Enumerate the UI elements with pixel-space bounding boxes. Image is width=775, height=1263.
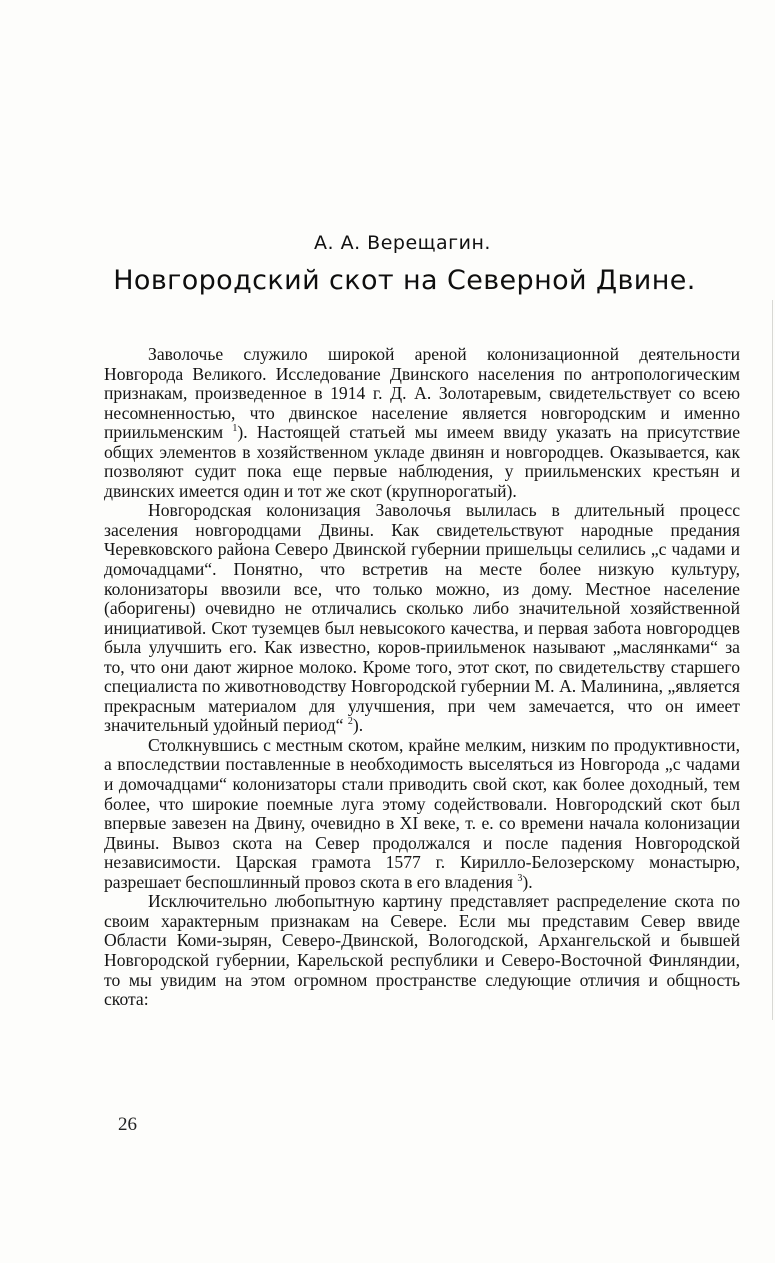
footnote-marker: 1 <box>232 423 238 435</box>
article-author: А. А. Верещагин. <box>314 232 491 254</box>
paragraph-3 <box>104 736 740 892</box>
paragraph-text-tail: ). <box>522 871 533 892</box>
paragraph-text: Новгородская колонизация Заволочья вылилась в длительный процесс заселения новгородцами Двины. Как свидетельствуют народные предания Черевковского района Северо Двинской губернии пришельцы селились „с чадами и домочадцами“. Понятно, что встретив на месте более низкую культуру, колонизаторы ввозили все, что только можно, из дому. Местное население (аборигены) очевидно не отличались сколько либо значительной хозяйственной инициативой. Скот туземцев был невысокого качества, и первая забота новгородцев была улучшить его. Как известно, коров-приильменок называют „маслянками“ за то, что они дают жирное молоко. Кроме того, этот скот, по свидетельству старшего специалиста по животноводству Новгородской губернии М. А. Малинина, „является прекрасным материалом для улучшения, при чем замечается, что он имеет значительный удойный период“ <box>104 500 740 736</box>
paragraph-text-tail: ). Настоящей статьей мы имеем ввиду указать на присутствие общих элементов в хозяйственном укладе двинян и новгородцев. Оказывается, как позволяют судит пока еще первые наблюдения, у приильменских крестьян и двинских имеется один и тот же скот (крупнорогатый). <box>104 422 740 501</box>
paragraph-2 <box>104 501 740 736</box>
paragraph-text: Исключительно любопытную картину представляет распределение скота по своим характерным признакам на Севере. Если мы представим Север ввиде Области Коми-зырян, Северо-Двинской, Вологодской, Архангельской и бывшей Новгородской губернии, Карельской республики и Северо-Восточной Финляндии, то мы увидим на этом огромном пространстве следующие отличия и общность скота: <box>104 891 740 1010</box>
article-title: Новгородский скот на Северной Двине. <box>113 265 696 296</box>
paragraph-text: Столкнувшись с местным скотом, крайне мелким, низким по продуктивности, а впоследствии поставленные в необходимость выселяться из Новгорода „с чадами и домочадцами“ колонизаторы стали приводить свой скот, как более доходный, тем более, что широкие поемные луга этому содействовали. Новгородский скот был впервые завезен на Двину, очевидно в XI веке, т. е. со времени начала колонизации Двины. Вывоз скота на Север продолжался и после падения Новгородской независимости. Царская грамота 1577 г. Кирилло-Белозерскому монастырю, разрешает беспошлинный провоз скота в его владения <box>104 734 740 892</box>
article-body <box>104 345 740 1010</box>
page-number: 26 <box>118 1114 137 1135</box>
footnote-marker: 2 <box>347 716 353 728</box>
paragraph-text-tail: ). <box>352 715 364 736</box>
footnote-marker: 3 <box>517 872 523 884</box>
paragraph-4 <box>104 892 740 1009</box>
page-edge-line <box>772 300 773 1020</box>
paragraph-text: Заволочье служило широкой ареной колонизационной деятельности Новгорода Великого. Исследование Двинского населения по антропологическим признакам, произведенное в 1914 г. Д. А. Золотаревым, свидетельствует со всею несомненностью, что двинское население является новгородским и именно приильменским <box>104 344 740 443</box>
paragraph-1 <box>104 345 740 501</box>
